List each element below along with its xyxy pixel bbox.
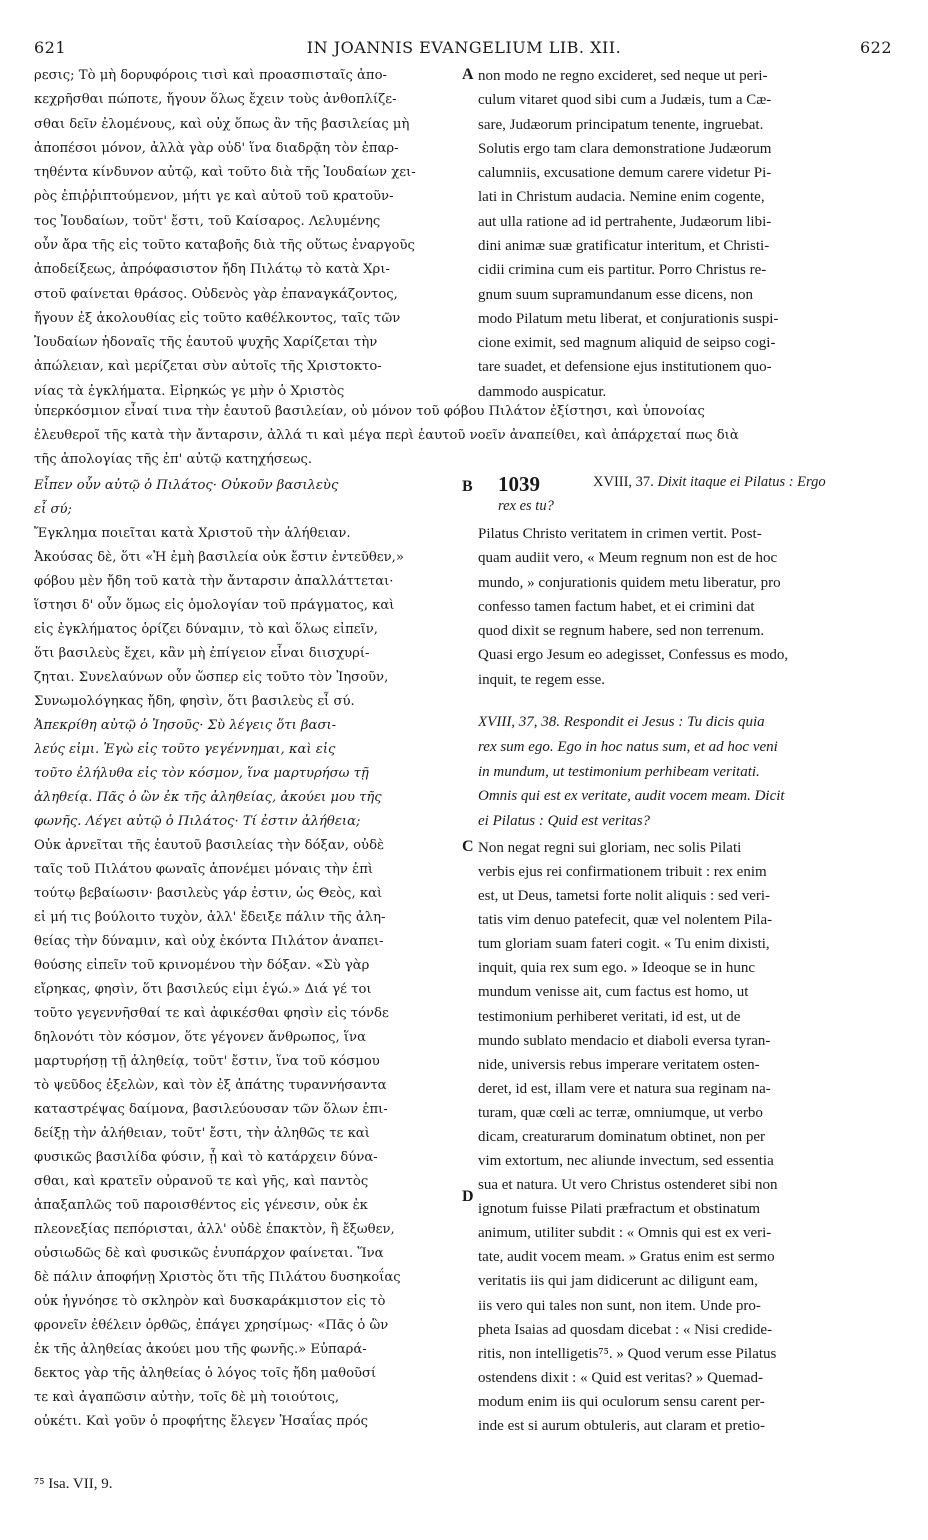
text-line: ταῖς τοῦ Πιλάτου φωναῖς ἀπονέμει μόναις τὴν ἐπὶ xyxy=(34,862,374,877)
text-line: ritis, non intelligetis⁷⁵. » Quod verum esse Pilatus xyxy=(478,1345,777,1362)
text-line: πλεονεξίας πεπόρισται, ἀλλ' οὐδὲ ἐπακτὸν, ἢ ἔξωθεν, xyxy=(34,1222,395,1237)
text-line: verbis ejus rei confirmationem tribuit : rex enim xyxy=(478,864,767,881)
text-line: Non negat regni sui gloriam, nec solis Pilati xyxy=(478,840,742,856)
text-line: θείας τὴν δύναμιν, καὶ οὐχ ἑκόντα Πιλάτον ἀναπει- xyxy=(34,934,384,949)
text-line: rex sum ego. Ego in hoc natus sum, et ad hoc veni xyxy=(478,738,778,755)
text-line: ἀληθείᾳ. Πᾶς ὁ ὢν ἐκ τῆς ἀληθείας, ἀκούει μου τῆς xyxy=(34,790,382,805)
text-line: ρὸς ἐπιῤῥιπτούμενον, μήτι γε καὶ αὐτοῦ τοῦ κρατοῦν- xyxy=(34,189,394,205)
text-line: ἁπαξαπλῶς τοῦ παροισθέντος εἰς γένεσιν, οὐκ ἐκ xyxy=(34,1198,368,1213)
text-line: sare, Judæorum principatum tenente, ingruebat. xyxy=(478,116,764,133)
latin-column-top xyxy=(478,64,892,404)
text-line: vim extortum, nec aliunde invectum, sed essentia xyxy=(478,1153,774,1170)
text-line: ostendens dixit : « Quid est veritas? » Quemad- xyxy=(478,1369,763,1386)
text-line: pheta Isaias ad quosdam dicebat : « Nisi credide- xyxy=(478,1321,773,1338)
text-line: Solutis ergo tam clara demonstratione Judæorum xyxy=(478,140,772,157)
running-title: IN JOANNIS EVANGELIUM LIB. XII. xyxy=(306,38,622,57)
text-line: ei Pilatus : Quid est veritas? xyxy=(478,813,651,830)
text-line: testimonium perhiberet veritati, id est, ut de xyxy=(478,1008,741,1025)
text-line: lati in Christum audacia. Nemine enim cogente, xyxy=(478,189,765,206)
text-line: inquit, te regem esse. xyxy=(478,671,606,688)
text-line: veritatis iis qui jam didicerunt ac diligunt eam, xyxy=(478,1273,758,1290)
text-line: in mundum, ut testimonium perhibeam veritati. xyxy=(478,763,760,780)
section-number: 1039 xyxy=(498,472,540,496)
margin-marker-c: C xyxy=(462,838,474,855)
text-line: ρεσις; Τὸ μὴ δορυφόροις τισὶ καὶ προασπισταῖς ἀπο- xyxy=(34,68,387,83)
text-line: εἰς ἐγκλήματος ὁρίζει δύναμιν, τὸ καὶ ὅλως εἰπεῖν, xyxy=(34,622,379,637)
text-line: dini animæ suæ gratificatur interitum, et Christi- xyxy=(478,238,770,254)
text-line: στοῦ φαίνεται θράσος. Οὐδενὸς γὰρ ἐπαναγκάζοντος, xyxy=(34,286,398,302)
section-ref-text: Dixit itaque ei Pilatus : Ergo xyxy=(657,474,826,490)
text-line: ἀποδείξεως, ἀπρόφασιστον ἤδη Πιλάτῳ τὸ κατὰ Χρι- xyxy=(34,262,390,278)
text-line: οὖν ἄρα τῆς εἰς τοῦτο καταβοῆς διὰ τῆς οὕτως ἐναργοῦς xyxy=(34,238,415,253)
text-line: Omnis qui est ex veritate, audit vocem meam. Dicit xyxy=(478,788,785,805)
text-line: culum vitaret quod sibi cum a Judæis, tum a Cæ- xyxy=(478,92,772,109)
text-line: τοῦτο ἐλήλυθα εἰς τὸν κόσμον, ἵνα μαρτυρήσω τῇ xyxy=(34,766,369,781)
text-line: mundo, » conjurationis quidem metu liberatur, pro xyxy=(478,574,781,591)
text-line: φωνῆς. Λέγει αὐτῷ ὁ Πιλάτος· Τί ἐστιν ἀλήθεια; xyxy=(34,814,361,829)
text-line: confesso tamen factum habet, et ei crimini dat xyxy=(478,598,755,615)
text-line: Ἀκούσας δὲ, ὅτι «Ἡ ἐμὴ βασιλεία οὐκ ἔστιν ἐντεῦθεν,» xyxy=(34,550,404,565)
text-line: Ἰουδαίων ἡδοναῖς τῆς ἑαυτοῦ ψυχῆς Χαρίζεται τὴν xyxy=(34,335,378,351)
text-line: Ἀπεκρίθη αὐτῷ ὁ Ἰησοῦς· Σὺ λέγεις ὅτι βασι- xyxy=(34,718,337,733)
text-line: Οὐκ ἀρνεῖται τῆς ἑαυτοῦ βασιλείας τὴν δόξαν, οὐδὲ xyxy=(34,838,385,853)
page-number-left: 621 xyxy=(34,38,67,57)
text-line: XVIII, 37, 38. Respondit ei Jesus : Tu dicis quia xyxy=(478,714,765,730)
text-line: gnum suum supramundanum esse dicens, non xyxy=(478,286,753,303)
text-line: νίας τὰ ἐγκλήματα. Εἰρηκώς γε μὴν ὁ Χριστὸς xyxy=(34,383,345,399)
text-line: tate, audit vocem meam. » Gratus enim est sermo xyxy=(478,1249,775,1266)
text-line: τε καὶ ἀγαπῶσιν αὐτὴν, τοῖς δὲ μὴ τοιούτοις, xyxy=(34,1390,340,1405)
text-line: deret, id est, illam vere et natura sua reginam na- xyxy=(478,1080,771,1097)
margin-marker-b: B xyxy=(462,478,473,495)
text-line: λεύς εἰμι. Ἐγὼ εἰς τοῦτο γεγέννημαι, καὶ εἰς xyxy=(34,742,336,757)
text-line: modo Pilatum metu liberat, et conjurationis suspi- xyxy=(478,310,779,327)
text-line: τῆς ἀπολογίας τῆς ἐπ' αὐτῷ κατηχήσεως. xyxy=(34,452,313,467)
text-line: tatis vim denuo patefecit, quæ vel nolentem Pila- xyxy=(478,912,773,929)
text-line: mundo sublato mendacio et diaboli eversa tyran- xyxy=(478,1032,771,1049)
text-line: φόβου μὲν ἤδη τοῦ κατὰ τὴν ἄνταρσιν ἀπαλλάττεται· xyxy=(34,574,394,589)
margin-marker-a: A xyxy=(462,66,474,83)
text-line: ζηται. Συνελαύνων οὖν ὥσπερ εἰς τοῦτο τὸν Ἰησοῦν, xyxy=(34,670,389,685)
text-line: aut ulla ratione ad id pertrahente, Judæorum libi- xyxy=(478,213,772,230)
text-line: sua et natura. Ut vero Christus ostenderet sibi non xyxy=(478,1177,778,1194)
section-ref-number: XVIII, 37. xyxy=(593,474,654,490)
page-number-right: 622 xyxy=(859,38,892,57)
text-line: σθαι, καὶ κρατεῖν οὐρανοῦ τε καὶ γῆς, καὶ παντὸς xyxy=(34,1174,369,1189)
text-line: ἵστησι δ' οὖν ὅμως εἰς ὁμολογίαν τοῦ πράγματος, καὶ xyxy=(34,598,395,613)
latin-column-1039 xyxy=(478,522,892,692)
text-line: cione eximit, sed magnum aliquid de seipso cogi- xyxy=(478,335,776,352)
text-line: ἀποπέσοι μόνον, ἀλλὰ γὰρ οὐδ' ἵνα διαδρᾷη τὸν ἐπαρ- xyxy=(34,140,399,156)
greek-full-width-passage xyxy=(34,400,894,472)
text-line: modum enim iis qui oculorum sensu carent per- xyxy=(478,1393,765,1410)
footnote: ⁷⁵ Isa. VII, 9. xyxy=(34,1476,113,1492)
text-line: εἴρηκας, φησὶν, ὅτι βασιλεύς εἰμι ἐγώ.» Διά γέ τοι xyxy=(34,982,372,997)
text-line: quod dixit se regnum habere, sed non terrenum. xyxy=(478,623,765,640)
text-line: δηλονότι τὸν κόσμον, ὅτε γέγονεν ἄνθρωπος, ἵνα xyxy=(34,1030,366,1045)
text-line: μαρτυρήσῃ τῇ ἀληθείᾳ, τοῦτ' ἔστιν, ἵνα τοῦ κόσμου xyxy=(34,1054,380,1069)
text-line: ignotum fuisse Pilati præfractum et obstinatum xyxy=(478,1201,761,1218)
text-line: animum, utiliter subdit : « Omnis qui est ex veri- xyxy=(478,1225,772,1242)
text-line: κεχρῆσθαι πώποτε, ἤγουν ὅλως ἔχειν τοὺς ἀνθοπλίζε- xyxy=(34,92,397,108)
text-line: Quasi ergo Jesum eo adegisset, Confessus es modo, xyxy=(478,647,789,664)
text-line: calumniis, excusatione demum carere videtur Pi- xyxy=(478,165,772,182)
text-line: inquit, quia rex sum ego. » Ideoque se in hunc xyxy=(478,960,756,977)
greek-column-main xyxy=(34,474,459,1434)
text-line: tare suadet, et defensione ejus institutionem quo- xyxy=(478,359,772,376)
text-line: ἀπώλειαν, καὶ μερίζεται σὺν αὐτοῖς τῆς Χριστοκτο- xyxy=(34,359,382,375)
text-line: quam audiit vero, « Meum regnum non est de hoc xyxy=(478,550,778,567)
page-header xyxy=(0,38,928,62)
text-line: ἐλευθεροῖ τῆς κατὰ τὴν ἄνταρσιν, ἀλλά τι καὶ μέγα περὶ ἑαυτοῦ νοεῖν ἀναπείθει, καὶ ἀπάρχεταί πως διὰ xyxy=(34,428,739,443)
latin-section-heading-2 xyxy=(478,710,892,834)
text-line: ὅτι βασιλεὺς ἔχει, κἂν μὴ ἐπίγειον εἶναι διισχυρί- xyxy=(34,646,370,661)
text-line: nide, universis rebus imperare veritatem osten- xyxy=(478,1056,760,1073)
text-line: δεκτος γὰρ τῆς ἀληθείας ὁ λόγος τοῖς ἤδη μαθοῦσί xyxy=(34,1366,377,1381)
text-line: mundum venisse ait, cum factus est homo, ut xyxy=(478,984,749,1001)
text-line: est, ut Deus, tametsi forte nolit aliquis : sed veri- xyxy=(478,888,771,905)
text-line: καταστρέψας δαίμονα, βασιλεύουσαν τῶν ὅλων ἐπι- xyxy=(34,1102,388,1117)
text-line: εἶ σύ; xyxy=(34,502,72,517)
text-line: iis vero qui tales non sunt, non item. Unde pro- xyxy=(478,1297,761,1314)
section-1039-heading xyxy=(498,474,898,522)
text-line: inde est si aurum obtuleris, aut claram et pretio- xyxy=(478,1417,765,1434)
text-line: dicam, creaturarum dominatum obtinet, non per xyxy=(478,1128,765,1145)
text-line: δὲ πάλιν ἀποφήνῃ Χριστὸς ὅτι τῆς Πιλάτου δυσηκοΐας xyxy=(34,1270,401,1285)
greek-column-top xyxy=(34,64,459,404)
text-line: τος Ἰουδαίων, τοῦτ' ἔστι, τοῦ Καίσαρος. Λελυμένης xyxy=(34,213,381,229)
text-line: εἰ μή τις βούλοιτο τυχὸν, ἀλλ' ἔδειξε πάλιν τῆς ἀλη- xyxy=(34,910,386,925)
text-line: τούτῳ βεβαίωσιν· βασιλεὺς γάρ ἐστιν, ὡς Θεὸς, καὶ xyxy=(34,886,383,901)
text-line: δείξῃ τὴν ἀλήθειαν, τοῦτ' ἔστι, τὴν ἀληθῶς τε καὶ xyxy=(34,1126,370,1141)
text-line: cidii crimina cum eis partitur. Porro Christus re- xyxy=(478,262,767,279)
text-line: φρονεῖν ἐθέλειν ὀρθῶς, ἐπάγει χρησίμως· «Πᾶς ὁ ὢν xyxy=(34,1318,389,1333)
latin-column-main xyxy=(478,836,892,1438)
text-line: Ἔγκλημα ποιεῖται κατὰ Χριστοῦ τὴν ἀλήθειαν. xyxy=(34,526,351,541)
text-line: non modo ne regno excideret, sed neque ut peri- xyxy=(478,68,768,84)
text-line: dammodo auspicatur. xyxy=(478,383,607,400)
text-line: θούσης εἰπεῖν τοῦ κρινομένου τὴν δόξαν. «Σὺ γὰρ xyxy=(34,958,370,973)
text-line: ἤγουν ἐξ ἀκολουθίας εἰς τοῦτο καθέλκοντος, ταῖς τῶν xyxy=(34,310,401,326)
text-line: Εἶπεν οὖν αὐτῷ ὁ Πιλάτος· Οὐκοῦν βασιλεὺς xyxy=(34,478,339,493)
text-line: ἐκ τῆς ἀληθείας ἀκούει μου τῆς φωνῆς.» Εὐπαρά- xyxy=(34,1342,367,1357)
text-line: ὑπερκόσμιον εἶναί τινα τὴν ἑαυτοῦ βασιλείαν, οὐ μόνον τοῦ φόβου Πιλάτον ἐξίστησι, καὶ ὑπονοίας xyxy=(34,404,705,419)
text-line: Συνωμολόγηκας ἤδη, φησὶν, ὅτι βασιλεὺς εἶ σύ. xyxy=(34,694,355,709)
text-line: οὐκέτι. Καὶ γοῦν ὁ προφήτης ἔλεγεν Ἡσαΐας πρός xyxy=(34,1414,369,1429)
text-line: τοῦτο γεγεννῆσθαί τε καὶ ἀφικέσθαι φησὶν εἰς τόνδε xyxy=(34,1006,389,1021)
text-line: turam, quæ cœli ac terræ, omniumque, ut verbo xyxy=(478,1104,763,1121)
text-line: οὐκ ἠγνόησε τὸ σκληρὸν καὶ δυσκαράκμιστον εἰς τὸ xyxy=(34,1294,386,1309)
section-ref-text-cont: rex es tu? xyxy=(498,498,554,514)
text-line: τὸ ψεῦδος ἐξελὼν, καὶ τὸν ἐξ ἀπάτης τυραννήσαντα xyxy=(34,1078,387,1093)
section-ref xyxy=(593,474,826,491)
text-line: tum gloriam suam fateri cogit. « Tu enim dixisti, xyxy=(478,936,770,953)
text-line: σθαι δεῖν ἐλομένους, καὶ οὐχ ὅπως ἂν τῆς βασιλείας μὴ xyxy=(34,116,410,132)
text-line: τηθέντα κίνδυνον αὐτῷ, καὶ τοῦτο διὰ τῆς Ἰουδαίων χει- xyxy=(34,165,416,181)
margin-marker-d: D xyxy=(462,1188,474,1205)
text-line: οὐσιωδῶς δὲ καὶ φυσικῶς ἐνυπάρχον φαίνεται. Ἵνα xyxy=(34,1246,384,1261)
text-line: Pilatus Christo veritatem in crimen vertit. Post- xyxy=(478,526,762,542)
text-line: φυσικῶς βασιλίδα φύσιν, ᾗ καὶ τὸ κατάρχειν δύνα- xyxy=(34,1150,378,1165)
